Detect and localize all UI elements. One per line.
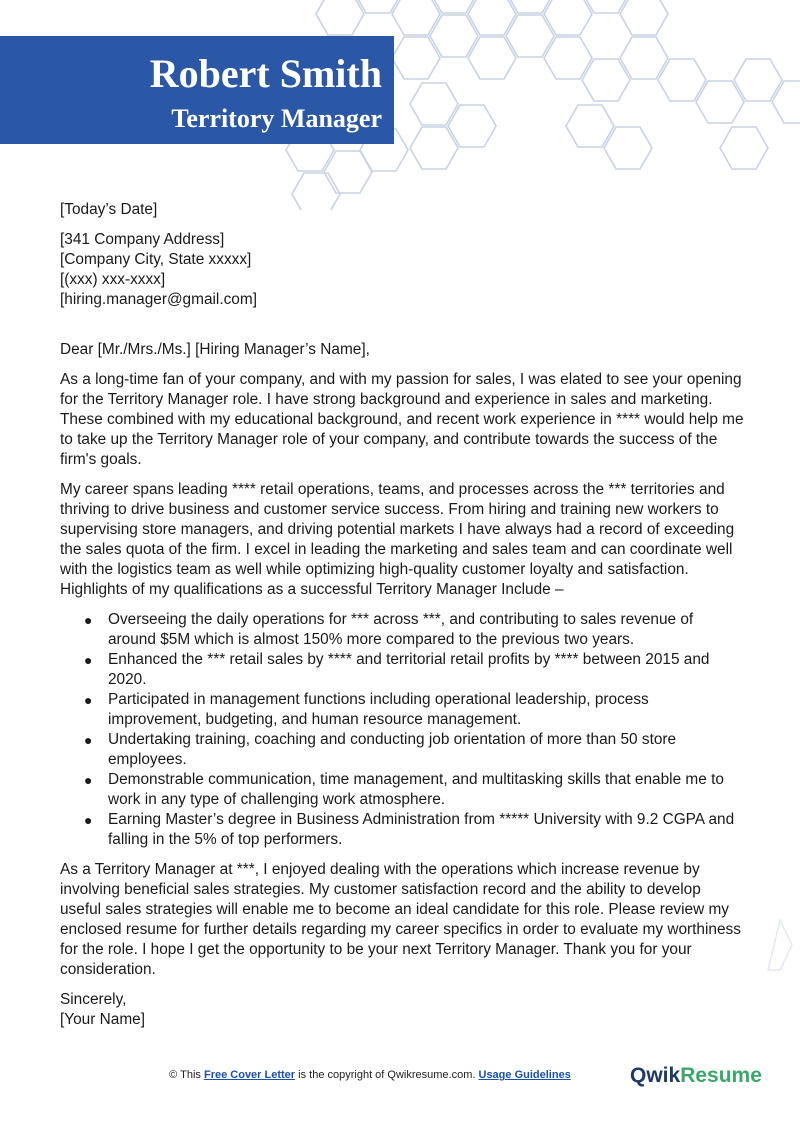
- recipient-email: [hiring.manager@gmail.com]: [60, 291, 257, 308]
- paragraph-line: firm's goals.: [60, 451, 142, 468]
- paragraph-line: for the role. I hope I get the opportunity to be your next Territory Manager. Thank you for your: [60, 941, 692, 958]
- closing: Sincerely,: [60, 991, 127, 1008]
- recipient-address: [341 Company Address]: [60, 231, 225, 248]
- paragraph-closing: [60, 860, 760, 980]
- salutation: Dear [Mr./Mrs./Ms.] [Hiring Manager’s Name],: [60, 341, 370, 358]
- list-item: [60, 770, 760, 810]
- list-item-line: Overseeing the daily operations for *** across ***, and contributing to sales revenue of: [108, 611, 694, 628]
- list-item-line: Participated in management functions including operational leadership, process: [108, 691, 649, 708]
- paragraph-intro: [60, 370, 760, 470]
- list-item-line: Demonstrable communication, time management, and multitasking skills that enable me to: [108, 771, 724, 788]
- qwikresume-logo[interactable]: [630, 1064, 762, 1088]
- paragraph-line: consideration.: [60, 961, 156, 978]
- paragraph-line: useful sales strategies will enable me to become an ideal candidate for this role. Please review my: [60, 901, 729, 918]
- list-item-line: Earning Master’s degree in Business Administration from ***** University with 9.2 CGPA and: [108, 811, 735, 828]
- paragraph-line: Highlights of my qualifications as a successful Territory Manager Include –: [60, 581, 564, 598]
- list-item-line: falling in the 5% of top performers.: [108, 831, 343, 848]
- copyright-footer: [0, 1069, 740, 1081]
- logo-part-qwik: Qwik: [630, 1064, 681, 1087]
- list-item-line: Undertaking training, coaching and conducting job orientation of more than 50 store: [108, 731, 677, 748]
- usage-guidelines-link[interactable]: Usage Guidelines: [478, 1069, 571, 1081]
- letter-date: [Today’s Date]: [60, 201, 158, 218]
- signature: [Your Name]: [60, 1011, 145, 1028]
- list-item-line: improvement, budgeting, and human resource management.: [108, 711, 522, 728]
- paragraph-line: As a long-time fan of your company, and with my passion for sales, I was elated to see your opening: [60, 371, 742, 388]
- paragraph-line: supervising store managers, and driving potential markets I have always had a record of exceeding: [60, 521, 735, 538]
- list-item-line: work in any type of challenging work atmosphere.: [108, 791, 446, 808]
- list-item: [60, 690, 760, 730]
- paragraph-line: thriving to drive business and customer service success. From hiring and training new workers to: [60, 501, 719, 518]
- applicant-name: Robert Smith: [149, 51, 382, 96]
- footer-prefix: © This: [169, 1069, 201, 1081]
- recipient-city-state: [Company City, State xxxxx]: [60, 251, 252, 268]
- list-item: [60, 650, 760, 690]
- bullet-icon: ●: [84, 812, 93, 828]
- letter-body: [60, 200, 760, 1030]
- paragraph-career: [60, 480, 760, 600]
- list-item-line: Enhanced the *** retail sales by **** and territorial retail profits by **** between 2015 and: [108, 651, 710, 668]
- header-banner: [0, 36, 394, 144]
- paragraph-line: involving beneficial sales strategies. My customer satisfaction record and the ability to develop: [60, 881, 701, 898]
- bullet-icon: ●: [84, 772, 93, 788]
- bullet-icon: ●: [84, 692, 93, 708]
- paragraph-line: These combined with my educational background, and recent work experience in **** would help me: [60, 411, 744, 428]
- bullet-icon: ●: [84, 612, 93, 628]
- bullet-icon: ●: [84, 732, 93, 748]
- bullet-icon: ●: [84, 652, 93, 668]
- paragraph-line: the sales quota of the firm. I excel in leading the marketing and sales team and can coordinate well: [60, 541, 733, 558]
- qualifications-list: [60, 610, 760, 850]
- free-cover-letter-link[interactable]: Free Cover Letter: [203, 1069, 296, 1081]
- list-item: [60, 610, 760, 650]
- list-item: [60, 730, 760, 770]
- paragraph-line: with the logistics team as well while optimizing high-quality customer loyalty and satisfaction.: [60, 561, 689, 578]
- paragraph-line: for the Territory Manager role. I have strong background and experience in sales and marketing.: [60, 391, 713, 408]
- paragraph-line: As a Territory Manager at ***, I enjoyed dealing with the operations which increase revenue by: [60, 861, 700, 878]
- recipient-block: [60, 230, 760, 310]
- logo-part-resume: Resume: [680, 1064, 762, 1087]
- footer-middle: is the copyright of Qwikresume.com.: [298, 1069, 476, 1081]
- list-item: [60, 810, 760, 850]
- recipient-phone: [(xxx) xxx-xxxx]: [60, 271, 166, 288]
- paragraph-line: to take up the Territory Manager role of your company, and contribute towards the success of the: [60, 431, 718, 448]
- paragraph-line: My career spans leading **** retail operations, teams, and processes across the *** territories and: [60, 481, 725, 498]
- list-item-line: around $5M which is almost 150% more compared to the previous two years.: [108, 631, 635, 648]
- paragraph-line: enclosed resume for further details regarding my career specifics in order to evaluate my worthiness: [60, 921, 741, 938]
- list-item-line: employees.: [108, 751, 187, 768]
- applicant-title: Territory Manager: [171, 104, 382, 133]
- list-item-line: 2020.: [108, 671, 147, 688]
